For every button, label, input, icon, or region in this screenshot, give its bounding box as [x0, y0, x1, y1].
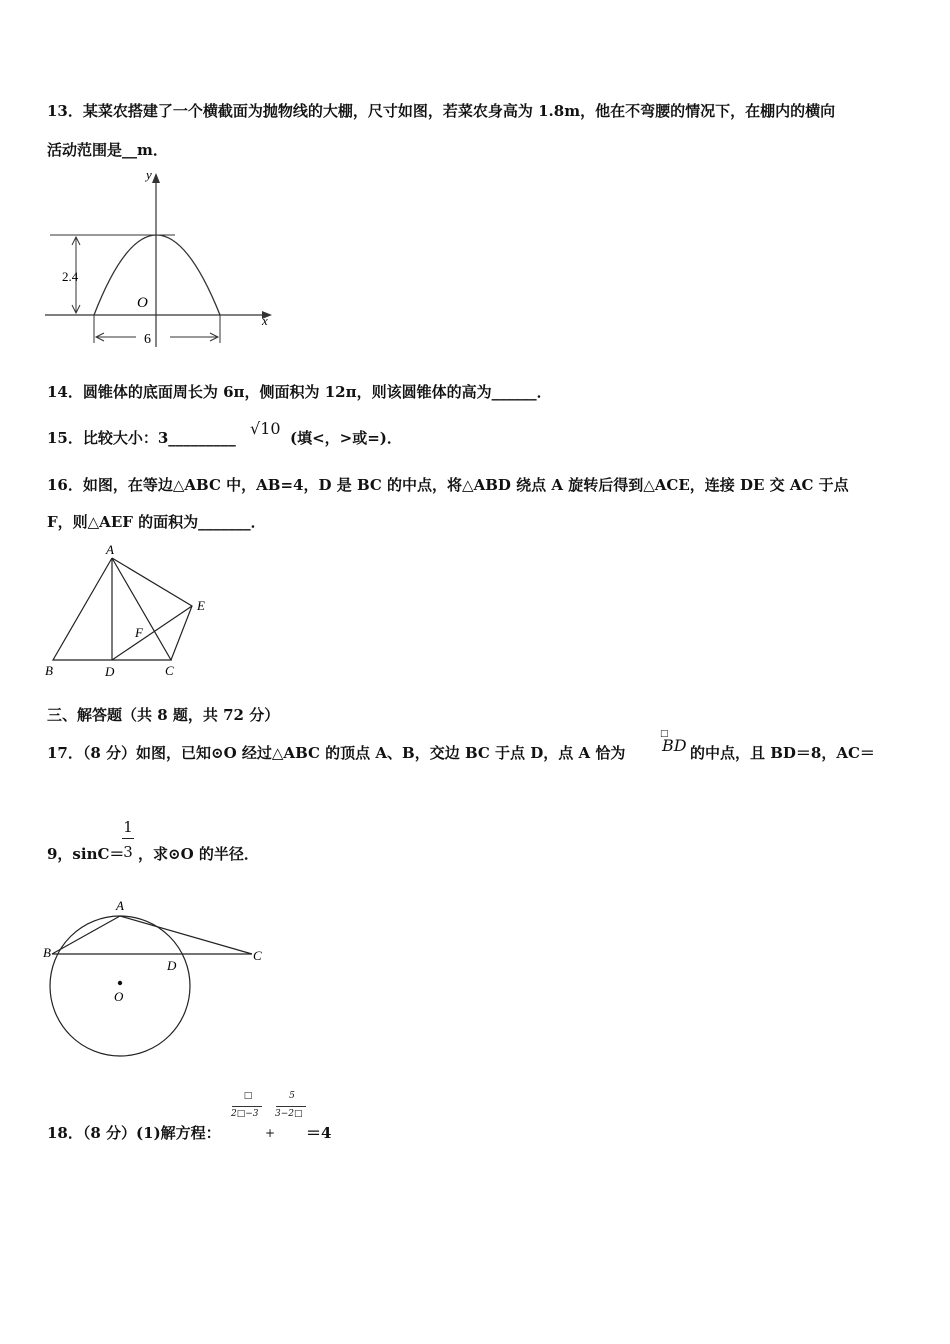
triangle-ace-sides — [112, 558, 192, 660]
point-b-label: B — [45, 663, 53, 678]
q15-sqrt10: √10 — [250, 419, 281, 438]
center-dot — [118, 981, 122, 985]
arc-box-icon: □ — [660, 729, 669, 739]
point-a-label: A — [106, 542, 114, 557]
y-axis-label: y — [146, 167, 152, 182]
y-axis-arrow — [152, 173, 160, 183]
q17-frac-den: 3 — [123, 843, 133, 861]
point-c-label: C — [253, 948, 262, 963]
circle-o — [50, 916, 190, 1056]
section-3-title: 三、解答题（共 8 题，共 72 分） — [47, 706, 280, 724]
parabola-curve — [94, 235, 220, 315]
width-label: 6 — [144, 332, 151, 347]
q17-text-b: 的中点，且 BD＝8，AC＝ — [690, 744, 875, 762]
triangle-rotation-figure — [40, 540, 230, 685]
origin-label: O — [137, 295, 148, 311]
segment-de — [112, 606, 192, 660]
q16-line1: 16．如图，在等边△ABC 中，AB=4，D 是 BC 的中点，将△ABD 绕点 A 旋转后得到△ACE，连接 DE 交 AC 于点 — [47, 476, 849, 494]
point-a-label: A — [116, 898, 124, 913]
point-o-label: O — [114, 989, 124, 1004]
point-c-label: C — [165, 663, 174, 678]
q17-text-a: 17．（8 分）如图，已知⊙O 经过△ABC 的顶点 A、B，交边 BC 于点 D，点 A 恰为 — [47, 744, 626, 762]
segment-ba — [52, 916, 120, 954]
q15-instruction: (填<，>或=)． — [290, 429, 402, 447]
q17-text-c2: ，求⊙O 的半径． — [138, 845, 259, 863]
height-label: 2.4 — [62, 269, 79, 284]
q13-line2: 活动范围是__m． — [47, 141, 168, 159]
q17-arc-bd: BD — [662, 736, 687, 755]
q17-text-c1: 9，sinC＝ — [47, 845, 125, 863]
point-d-label: D — [167, 958, 177, 973]
circle-figure — [40, 895, 280, 1060]
q18-text: 18．（8 分）(1)解方程： — [47, 1124, 221, 1142]
q18-frac2-den: 3−2□ — [275, 1109, 303, 1119]
parabola-figure — [40, 165, 280, 355]
point-b-label: B — [43, 945, 51, 960]
point-f-label: F — [135, 625, 143, 640]
q15-prompt: 15．比较大小：3_________ — [47, 429, 236, 447]
q17-frac-bar — [122, 838, 134, 839]
q18-frac1-num: □ — [243, 1091, 253, 1101]
x-axis-label: x — [262, 313, 268, 328]
q18-equals: ＝4 — [306, 1124, 332, 1142]
q17-frac-num: 1 — [123, 818, 133, 836]
q13-line1: 13．某菜农搭建了一个横截面为抛物线的大棚，尺寸如图，若菜农身高为 1.8m，他在不弯腰的情况下，在棚内的横向 — [47, 102, 836, 120]
q18-frac2-num: 5 — [289, 1091, 295, 1101]
q18-frac1-den: 2□−3 — [231, 1109, 259, 1119]
q18-plus: + — [265, 1126, 276, 1140]
q16-line2: F，则△AEF 的面积为_______． — [47, 513, 266, 531]
point-d-label: D — [105, 664, 115, 679]
q18-frac2-bar — [276, 1106, 306, 1107]
q14-text: 14．圆锥体的底面周长为 6π，侧面积为 12π，则该圆锥体的高为______． — [47, 383, 552, 401]
point-e-label: E — [197, 598, 205, 613]
segment-ac — [120, 916, 252, 954]
q18-frac1-bar — [232, 1106, 262, 1107]
